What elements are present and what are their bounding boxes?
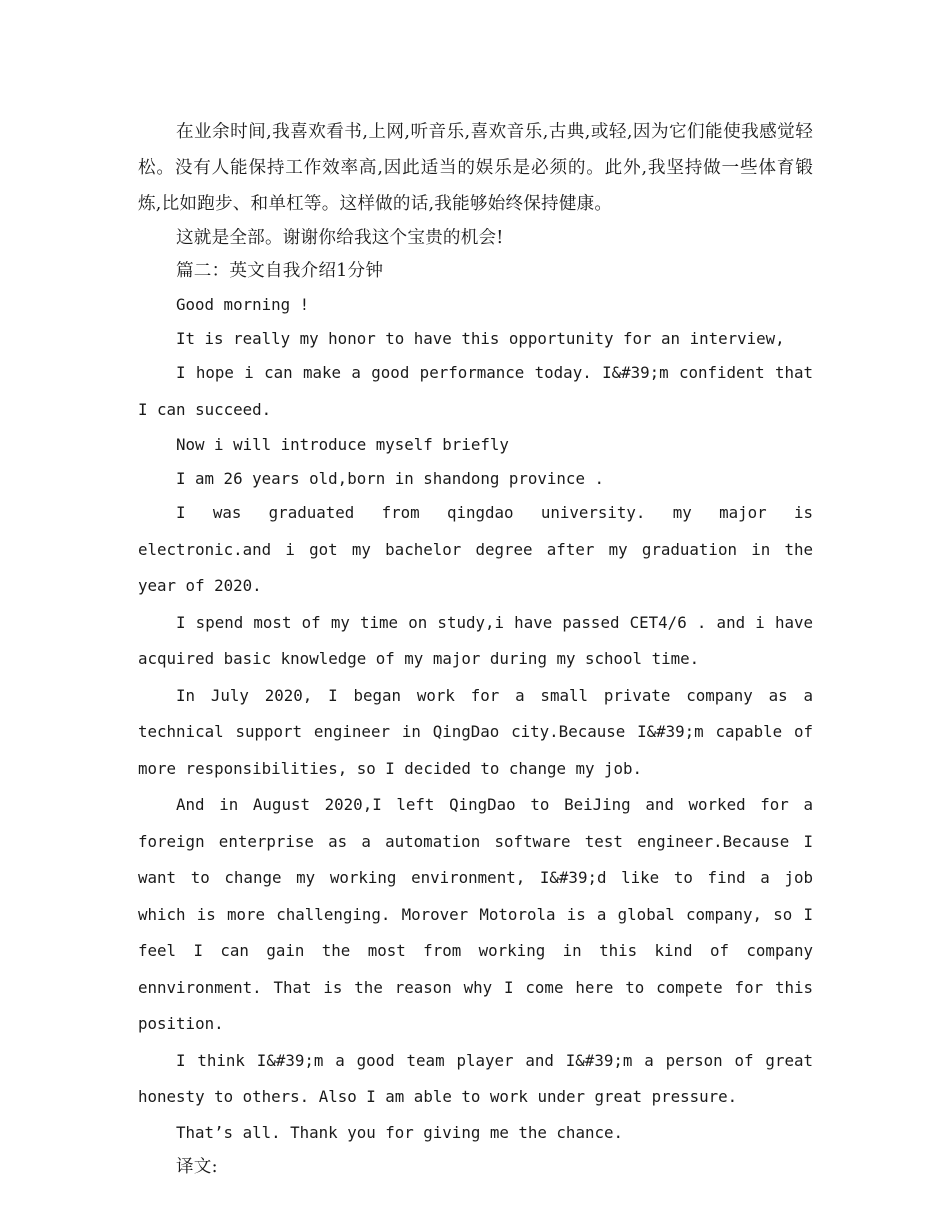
paragraph-study: I spend most of my time on study,i have passed CET4/6 . and i have acquired basic knowledge of my major during my school time. xyxy=(138,612,813,668)
paragraph-team-player: I think I&#39;m a good team player and I&#39;m a person of great honesty to others. Also I am able to work under great pressure. xyxy=(138,1050,813,1106)
paragraph-honor: It is really my honor to have this opportunity for an interview, xyxy=(176,328,785,348)
paragraph-greeting: Good morning ! xyxy=(176,295,310,314)
paragraph-performance: I hope i can make a good performance today. I&#39;m confident that I can succeed. xyxy=(138,363,813,419)
paragraph-age: I am 26 years old,born in shandong province . xyxy=(176,468,604,488)
document-body xyxy=(138,114,813,1185)
paragraph-first-job: In July 2020, I began work for a small private company as a technical support engineer in QingDao city.Because I&#39;m capable of more responsibilities, so I decided to change my job. xyxy=(138,685,813,778)
paragraph-thanks: That’s all. Thank you for giving me the chance. xyxy=(176,1122,623,1142)
paragraph-closing-thanks: 这就是全部。谢谢你给我这个宝贵的机会! xyxy=(176,228,504,248)
translation-heading: 译文: xyxy=(176,1157,218,1177)
paragraph-second-job: And in August 2020,I left QingDao to BeiJing and worked for a foreign enterprise as a automation software test engineer.Because I want to change my working environment, I&#39;d like to find a job which is more challenging. Morover Motorola is a global company, so I feel I can gain the most from working in this kind of company ennvironment. That is the reason why I come here to compete for this position. xyxy=(138,795,813,1033)
paragraph-introduce: Now i will introduce myself briefly xyxy=(176,435,509,454)
paragraph-hobbies: 在业余时间,我喜欢看书,上网,听音乐,喜欢音乐,古典,或轻,因为它们能使我感觉轻松。没有人能保持工作效率高,因此适当的娱乐是必须的。此外,我坚持做一些体育锻炼,比如跑步、和单杠等。这样做的话,我能够始终保持健康。 xyxy=(138,122,813,214)
paragraph-education: I was graduated from qingdao university. my major is electronic.and i got my bachelor degree after my graduation in the year of 2020. xyxy=(138,503,813,595)
section-heading: 篇二：英文自我介绍1分钟 xyxy=(176,261,384,281)
